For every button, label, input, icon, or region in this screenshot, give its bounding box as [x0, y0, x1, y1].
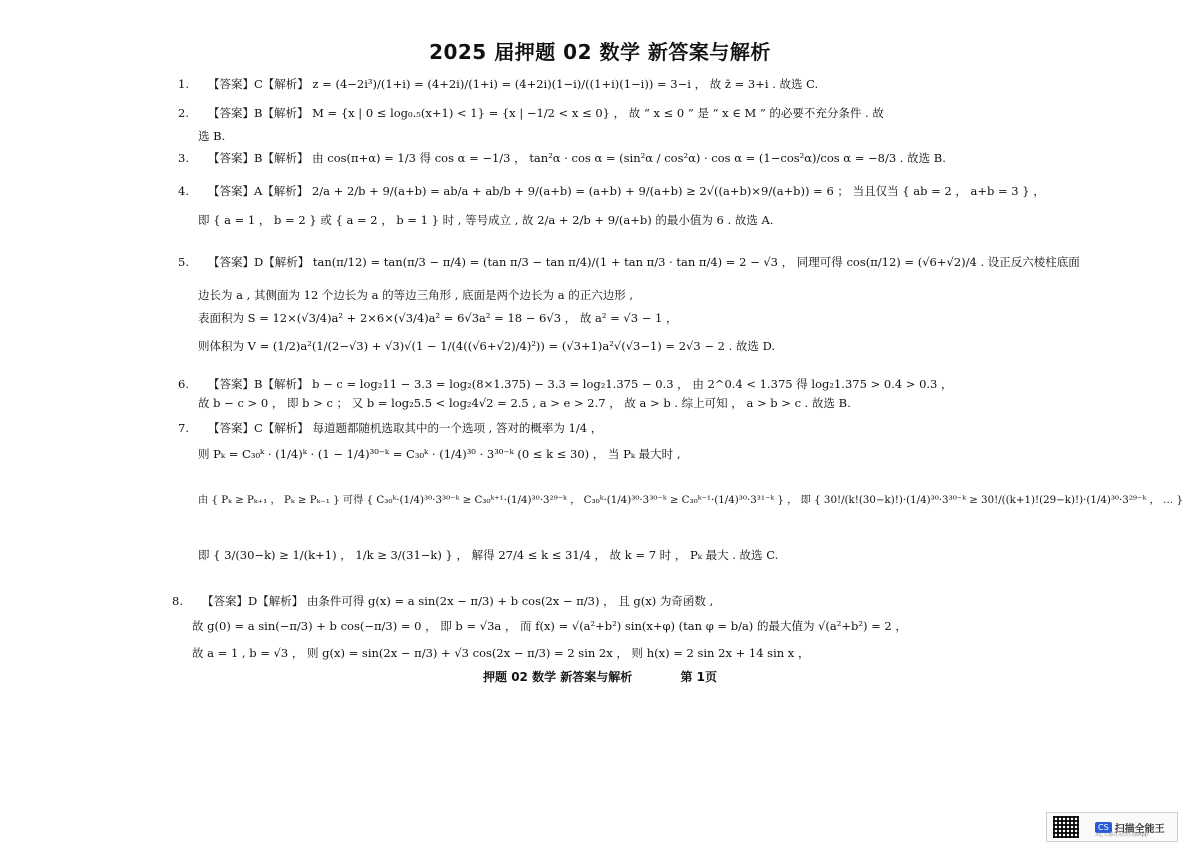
- solution-text: 选 B.: [198, 129, 226, 143]
- solution-line: [178, 76, 818, 92]
- solution-text: 由 { Pₖ ≥ Pₖ₊₁ ， Pₖ ≥ Pₖ₋₁ } 可得 { C₃₀ᵏ·(1/4)³⁰·3³⁰⁻ᵏ ≥ C₃₀ᵏ⁺¹·(1/4)³⁰·3²⁹⁻ᵏ ， C₃₀ᵏ·(1/4)³⁰·3³⁰⁻ᵏ ≥ C₃₀ᵏ⁻¹·(1/4)³⁰·3³¹⁻ᵏ } ， 即 { 30!/(k!(30−k)!)·(1/4)³⁰·3³⁰⁻ᵏ ≥ 30!/((k+1)!(29−k)!)·(1/4)³⁰·3²⁹⁻ᵏ ， … }: [198, 494, 1183, 506]
- solution-line: [198, 128, 225, 144]
- solution-line: [178, 105, 884, 121]
- solution-text: 故 a = 1 , b = √3 ， 则 g(x) = sin(2x − π/3) + √3 cos(2x − π/3) = 2 sin 2x ， 则 h(x) = 2 sin 2x + 14 sin x ，: [192, 646, 810, 660]
- solution-line: [198, 310, 677, 326]
- question-number: 5.: [178, 255, 189, 269]
- solution-line: [178, 150, 946, 166]
- solution-line: [178, 183, 1045, 199]
- page-title: 2025 届押题 02 数学 新答案与解析: [429, 40, 771, 64]
- qr-code-icon: [1053, 816, 1079, 838]
- solution-text: 【答案】B【解析】 b − c = log₂11 − 3.3 = log₂(8×1.375) − 3.3 = log₂1.375 − 0.3 ， 由 2^0.4 < 1.375 得 log₂1.375 > 0.4 > 0.3 ，: [208, 377, 953, 391]
- question-number: 8.: [172, 594, 183, 608]
- solution-text: 故 b − c > 0 ， 即 b > c ； 又 b = log₂5.5 < log₂4√2 = 2.5 , a > e > 2.7 ， 故 a > b . 综上可知 ， a > b > c . 故选 B.: [198, 396, 851, 410]
- solution-line: [198, 492, 1183, 508]
- solution-line: [198, 287, 633, 303]
- solution-text: 表面积为 S = 12×(√3/4)a² + 2×6×(√3/4)a² = 6√3a² = 18 − 6√3 ， 故 a² = √3 − 1 ，: [198, 311, 678, 325]
- solution-text: 【答案】A【解析】 2/a + 2/b + 9/(a+b) = ab/a + ab/b + 9/(a+b) = (a+b) + 9/(a+b) ≥ 2√((a+b)×9/(a+b)) = 6 ； 当且仅当 { ab = 2 ， a+b = 3 } ，: [208, 184, 1045, 198]
- solution-line: [198, 212, 773, 228]
- solution-line: [178, 420, 602, 436]
- scanner-watermark: [1046, 812, 1178, 842]
- page-footer: [0, 668, 1200, 685]
- solution-line: [192, 618, 907, 634]
- solution-line: [192, 645, 809, 661]
- solution-line: [172, 593, 713, 609]
- solution-line: [198, 395, 851, 411]
- solution-text: 【答案】B【解析】 M = {x | 0 ≤ log₀.₅(x+1) < 1} = {x | −1/2 < x ≤ 0} ， 故 “ x ≤ 0 ” 是 “ x ∈ M ” 的必要不充分条件 . 故: [208, 106, 884, 120]
- scanner-app-name: 扫描全能王: [1114, 823, 1165, 835]
- solution-text: 边长为 a , 其侧面为 12 个边长为 a 的等边三角形 , 底面是两个边长为 a 的正六边形 ,: [198, 288, 634, 302]
- solution-text: 即 { 3/(30−k) ≥ 1/(k+1) ， 1/k ≥ 3/(31−k) } ， 解得 27/4 ≤ k ≤ 31/4 ， 故 k = 7 时 ， Pₖ 最大 . 故选 C.: [198, 548, 779, 562]
- solution-text: 【答案】C【解析】 每道题都随机选取其中的一个选项 , 答对的概率为 1/4 ，: [208, 421, 603, 435]
- solution-text: 故 g(0) = a sin(−π/3) + b cos(−π/3) = 0 ， 即 b = √3a ， 而 f(x) = √(a²+b²) sin(x+φ) (tan φ = b/a) 的最大值为 √(a²+b²) = 2 ，: [192, 619, 907, 633]
- footer-page-number: 第 1页: [680, 670, 717, 684]
- solution-text: 则 Pₖ = C₃₀ᵏ · (1/4)ᵏ · (1 − 1/4)³⁰⁻ᵏ = C₃₀ᵏ · (1/4)³⁰ · 3³⁰⁻ᵏ (0 ≤ k ≤ 30) ， 当 Pₖ 最大时 ,: [198, 447, 681, 461]
- solution-text: 【答案】B【解析】 由 cos(π+α) = 1/3 得 cos α = −1/3 ， tan²α · cos α = (sin²α / cos²α) · cos α = (1−cos²α)/cos α = −8/3 . 故选 B.: [208, 151, 946, 165]
- scanner-app-tagline: 3亿人都在用的扫描App: [1095, 832, 1148, 838]
- question-number: 4.: [178, 184, 189, 198]
- solution-text: 【答案】D【解析】 由条件可得 g(x) = a sin(2x − π/3) + b cos(2x − π/3) ， 且 g(x) 为奇函数 ,: [202, 594, 714, 608]
- solution-line: [198, 338, 775, 354]
- question-number: 6.: [178, 377, 189, 391]
- solution-text: 则体积为 V = (1/2)a²(1/(2−√3) + √3)√(1 − 1/(4((√6+√2)/4)²)) = (√3+1)a²√(√3−1) = 2√3 − 2 . 故选 D.: [198, 339, 776, 353]
- question-number: 3.: [178, 151, 189, 165]
- solution-text: 【答案】C【解析】 z = (4−2i³)/(1+i) = (4+2i)/(1+i) = (4+2i)(1−i)/((1+i)(1−i)) = 3−i ， 故 z̄ = 3+i . 故选 C.: [208, 77, 819, 91]
- footer-doc-title: 押题 02 数学 新答案与解析: [483, 670, 633, 684]
- solution-text: 【答案】D【解析】 tan(π/12) = tan(π/3 − π/4) = (tan π/3 − tan π/4)/(1 + tan π/3 · tan π/4) = 2 − √3 ， 同理可得 cos(π/12) = (√6+√2)/4 . 设正反六棱柱底面: [208, 255, 1080, 269]
- question-number: 2.: [178, 106, 189, 120]
- solution-line: [198, 547, 778, 563]
- solution-text: 即 { a = 1 ， b = 2 } 或 { a = 2 ， b = 1 } 时 , 等号成立 , 故 2/a + 2/b + 9/(a+b) 的最小值为 6 . 故选 A.: [198, 213, 774, 227]
- question-number: 7.: [178, 421, 189, 435]
- camscanner-logo-icon: CS: [1095, 822, 1112, 833]
- solution-line: [178, 376, 953, 392]
- solution-line: [198, 446, 681, 462]
- question-number: 1.: [178, 77, 189, 91]
- solution-line: [178, 254, 1080, 270]
